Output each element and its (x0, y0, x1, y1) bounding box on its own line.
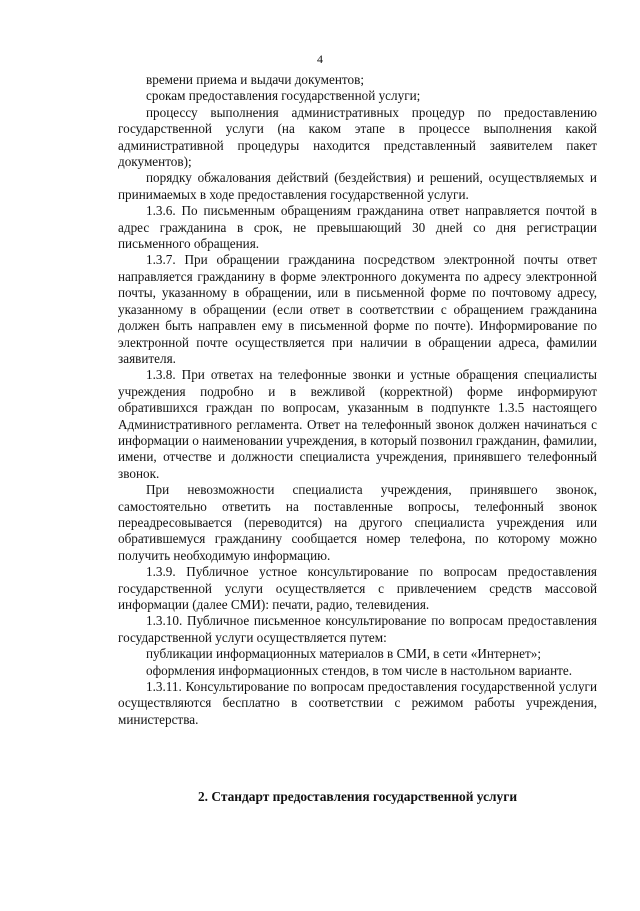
paragraph-1-3-10: 1.3.10. Публичное письменное консультирование по вопросам предоставления государственной услуги осуществляется путем: (118, 613, 597, 645)
paragraph-appeal-procedure: порядку обжалования действий (бездействия) и решений, осуществляемых и принимаемых в ходе предоставления государственной услуги. (118, 170, 597, 202)
paragraph-1-3-6: 1.3.6. По письменным обращениям гражданина ответ направляется почтой в адрес гражданина в срок, не превышающий 30 дней со дня регистрации письменного обращения. (118, 203, 597, 252)
page-number: 4 (317, 52, 323, 66)
section-heading: 2. Стандарт предоставления государственной услуги (197, 789, 518, 804)
paragraph-procedure-process: процессу выполнения административных процедур по предоставлению государственной услуги (на каком этапе в процессе выполнения какой административной процедуры находится представленный заявителем пакет документов); (118, 104, 597, 170)
document-body (118, 72, 597, 728)
paragraph-1-3-11: 1.3.11. Консультирование по вопросам предоставления государственной услуги осуществляются бесплатно в соответствии с режимом работы учреждения, министерства. (118, 679, 597, 727)
paragraph-1-3-9: 1.3.9. Публичное устное консультирование по вопросам предоставления государственной услуги осуществляется с привлечением средств массовой информации (далее СМИ): печати, радио, телевидения. (118, 564, 597, 612)
paragraph-1-3-7: 1.3.7. При обращении гражданина посредством электронной почты ответ направляется гражданину в форме электронного документа по адресу электронной почты, указанному в обращении, или в письменной форме по почтовому адресу, указанному в обращении (если ответ в соответствии с обращением гражданина должен быть направлен ему в письменной форме по почте). Информирование по электронной почте осуществляется при наличии в обращении адреса, фамилии заявителя. (118, 252, 597, 366)
paragraph-call-redirect: При невозможности специалиста учреждения, принявшего звонок, самостоятельно ответить на поставленные вопросы, телефонный звонок переадресовывается (переводится) на другого специалиста учреждения или обратившемуся гражданину сообщается номер телефона, по которому можно получить необходимую информацию. (118, 482, 597, 563)
paragraph-reception-time: времени приема и выдачи документов; (146, 72, 364, 87)
paragraph-service-terms: срокам предоставления государственной услуги; (146, 88, 421, 104)
paragraph-1-3-8: 1.3.8. При ответах на телефонные звонки и устные обращения специалисты учреждения подробно и в вежливой (корректной) форме информируют обратившихся граждан по вопросам, указанным в подпункте 1.3.5 настоящего Административного регламента. Ответ на телефонный звонок должен начинаться с информации о наименовании учреждения, в который позвонил гражданин, фамилии, имени, отчестве и должности специалиста учреждения, принявшего телефонный звонок. (118, 367, 597, 481)
paragraph-publications: публикации информационных материалов в СМИ, в сети «Интернет»; (146, 646, 542, 662)
paragraph-info-stands: оформления информационных стендов, в том числе в настольном варианте. (146, 662, 573, 678)
